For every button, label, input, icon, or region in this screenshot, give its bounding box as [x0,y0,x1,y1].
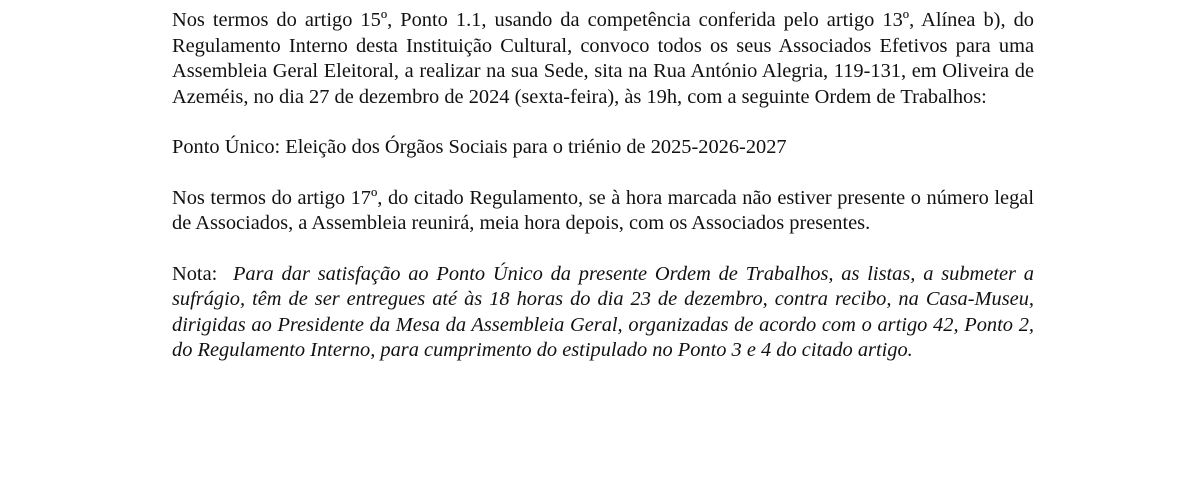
convocation-paragraph: Nos termos do artigo 15º, Ponto 1.1, usando da competência conferida pelo artigo 13º, Alínea b), do Regulamento Interno desta Instituição Cultural, convoco todos os seus Associados Efetivos para uma Assembleia Geral Eleitoral, a realizar na sua Sede, sita na Rua António Alegria, 119-131, em Oliveira de Azeméis, no dia 27 de dezembro de 2024 (sexta-feira), às 19h, com a seguinte Ordem de Trabalhos: [172,9,1034,108]
agenda-item-paragraph: Ponto Único: Eleição dos Órgãos Sociais para o triénio de 2025-2026-2027 [172,136,787,158]
note-text: Para dar satisfação ao Ponto Único da presente Ordem de Trabalhos, as listas, a submeter a sufrágio, têm de ser entregues até às 18 horas do dia 23 de dezembro, contra recibo, na Casa-Museu, dirigidas ao Presidente da Mesa da Assembleia Geral, organizadas de acordo com o artigo 42, Ponto 2, do Regulamento Interno, para cumprimento do estipulado no Ponto 3 e 4 do citado artigo. [172,262,1034,361]
quorum-paragraph: Nos termos do artigo 17º, do citado Regulamento, se à hora marcada não estiver presente o número legal de Associados, a Assembleia reunirá, meia hora depois, com os Associados presentes. [172,186,1034,234]
note-paragraph [172,262,1034,364]
note-label: Nota: [172,262,218,285]
document-body [172,8,1034,389]
